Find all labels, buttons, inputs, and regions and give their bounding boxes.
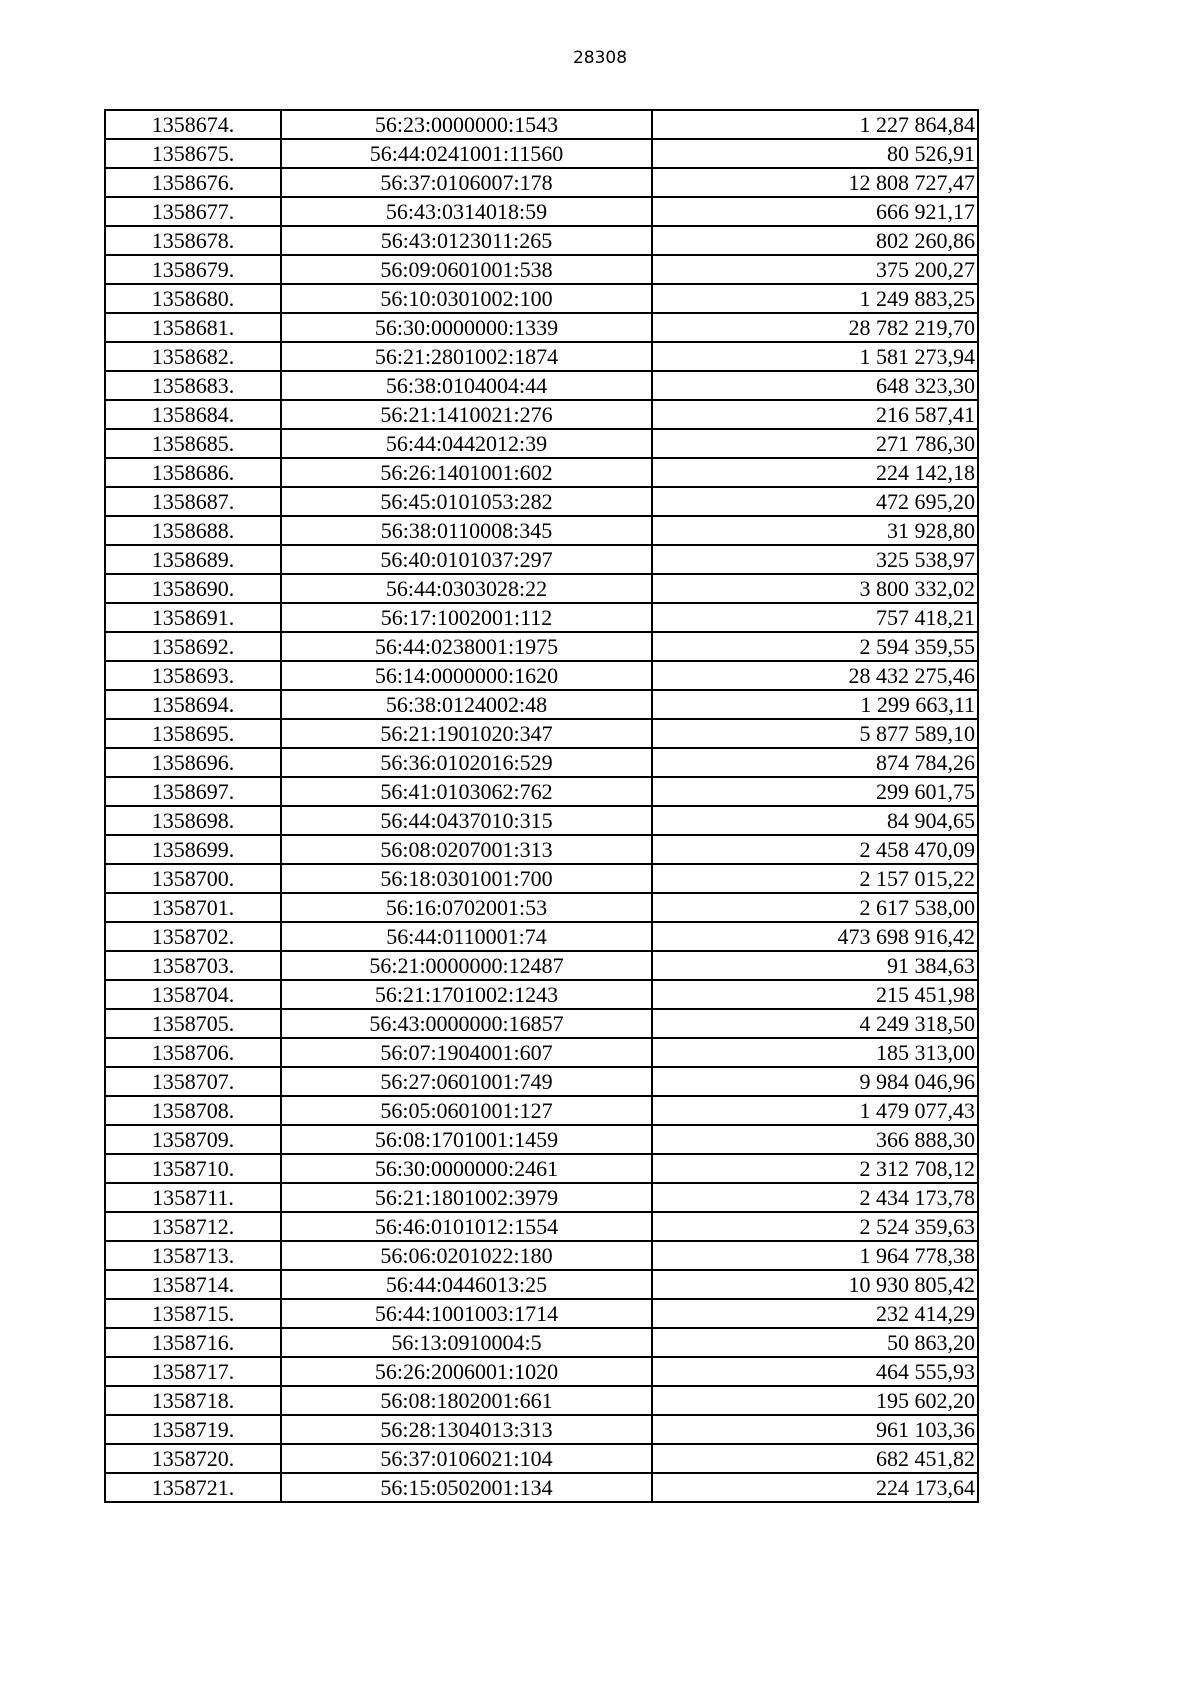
- cadastral-number-cell: 56:40:0101037:297: [281, 545, 652, 574]
- row-number-cell: 1358674.: [105, 110, 281, 139]
- row-number-cell: 1358716.: [105, 1328, 281, 1357]
- table-row: [105, 574, 978, 603]
- table-body: [105, 110, 978, 1502]
- cadastral-value-cell: 3 800 332,02: [652, 574, 978, 603]
- row-number-cell: 1358681.: [105, 313, 281, 342]
- table-row: [105, 1357, 978, 1386]
- table-row: [105, 777, 978, 806]
- cadastral-value-cell: 366 888,30: [652, 1125, 978, 1154]
- row-number-cell: 1358688.: [105, 516, 281, 545]
- row-number-cell: 1358701.: [105, 893, 281, 922]
- cadastral-value-cell: 12 808 727,47: [652, 168, 978, 197]
- cadastral-value-cell: 1 227 864,84: [652, 110, 978, 139]
- row-number-cell: 1358690.: [105, 574, 281, 603]
- row-number-cell: 1358714.: [105, 1270, 281, 1299]
- row-number-cell: 1358686.: [105, 458, 281, 487]
- cadastral-number-cell: 56:15:0502001:134: [281, 1473, 652, 1502]
- row-number-cell: 1358717.: [105, 1357, 281, 1386]
- cadastral-number-cell: 56:44:0241001:11560: [281, 139, 652, 168]
- cadastral-value-table: [104, 109, 979, 1503]
- table-row: [105, 1328, 978, 1357]
- row-number-cell: 1358687.: [105, 487, 281, 516]
- cadastral-number-cell: 56:16:0702001:53: [281, 893, 652, 922]
- row-number-cell: 1358704.: [105, 980, 281, 1009]
- table-row: [105, 719, 978, 748]
- cadastral-value-cell: 757 418,21: [652, 603, 978, 632]
- table-row: [105, 313, 978, 342]
- cadastral-number-cell: 56:08:1802001:661: [281, 1386, 652, 1415]
- cadastral-value-cell: 682 451,82: [652, 1444, 978, 1473]
- table-row: [105, 632, 978, 661]
- table-row: [105, 603, 978, 632]
- cadastral-value-cell: 2 617 538,00: [652, 893, 978, 922]
- row-number-cell: 1358689.: [105, 545, 281, 574]
- row-number-cell: 1358711.: [105, 1183, 281, 1212]
- cadastral-number-cell: 56:23:0000000:1543: [281, 110, 652, 139]
- cadastral-number-cell: 56:26:2006001:1020: [281, 1357, 652, 1386]
- row-number-cell: 1358719.: [105, 1415, 281, 1444]
- cadastral-number-cell: 56:21:1701002:1243: [281, 980, 652, 1009]
- cadastral-value-cell: 2 594 359,55: [652, 632, 978, 661]
- cadastral-number-cell: 56:36:0102016:529: [281, 748, 652, 777]
- table-row: [105, 226, 978, 255]
- cadastral-value-cell: 224 173,64: [652, 1473, 978, 1502]
- table-row: [105, 1154, 978, 1183]
- cadastral-value-cell: 2 312 708,12: [652, 1154, 978, 1183]
- cadastral-value-cell: 215 451,98: [652, 980, 978, 1009]
- cadastral-number-cell: 56:21:1410021:276: [281, 400, 652, 429]
- table-row: [105, 1009, 978, 1038]
- row-number-cell: 1358713.: [105, 1241, 281, 1270]
- table-row: [105, 139, 978, 168]
- row-number-cell: 1358699.: [105, 835, 281, 864]
- table-row: [105, 690, 978, 719]
- cadastral-value-cell: 232 414,29: [652, 1299, 978, 1328]
- cadastral-number-cell: 56:38:0104004:44: [281, 371, 652, 400]
- cadastral-value-cell: 224 142,18: [652, 458, 978, 487]
- cadastral-number-cell: 56:38:0110008:345: [281, 516, 652, 545]
- table-row: [105, 1038, 978, 1067]
- cadastral-value-cell: 325 538,97: [652, 545, 978, 574]
- cadastral-value-cell: 2 458 470,09: [652, 835, 978, 864]
- row-number-cell: 1358682.: [105, 342, 281, 371]
- table-row: [105, 110, 978, 139]
- row-number-cell: 1358692.: [105, 632, 281, 661]
- row-number-cell: 1358685.: [105, 429, 281, 458]
- cadastral-number-cell: 56:21:1901020:347: [281, 719, 652, 748]
- table-row: [105, 1444, 978, 1473]
- table-row: [105, 168, 978, 197]
- cadastral-value-cell: 464 555,93: [652, 1357, 978, 1386]
- row-number-cell: 1358706.: [105, 1038, 281, 1067]
- row-number-cell: 1358680.: [105, 284, 281, 313]
- row-number-cell: 1358679.: [105, 255, 281, 284]
- cadastral-value-cell: 874 784,26: [652, 748, 978, 777]
- row-number-cell: 1358684.: [105, 400, 281, 429]
- row-number-cell: 1358678.: [105, 226, 281, 255]
- row-number-cell: 1358691.: [105, 603, 281, 632]
- cadastral-value-cell: 28 432 275,46: [652, 661, 978, 690]
- cadastral-number-cell: 56:21:0000000:12487: [281, 951, 652, 980]
- cadastral-value-cell: 2 524 359,63: [652, 1212, 978, 1241]
- cadastral-value-cell: 648 323,30: [652, 371, 978, 400]
- cadastral-value-cell: 473 698 916,42: [652, 922, 978, 951]
- table-row: [105, 951, 978, 980]
- cadastral-number-cell: 56:44:0238001:1975: [281, 632, 652, 661]
- table-row: [105, 835, 978, 864]
- cadastral-number-cell: 56:14:0000000:1620: [281, 661, 652, 690]
- row-number-cell: 1358718.: [105, 1386, 281, 1415]
- cadastral-number-cell: 56:08:0207001:313: [281, 835, 652, 864]
- cadastral-number-cell: 56:43:0123011:265: [281, 226, 652, 255]
- cadastral-number-cell: 56:41:0103062:762: [281, 777, 652, 806]
- table-row: [105, 255, 978, 284]
- cadastral-value-cell: 50 863,20: [652, 1328, 978, 1357]
- table-row: [105, 342, 978, 371]
- table-row: [105, 922, 978, 951]
- row-number-cell: 1358710.: [105, 1154, 281, 1183]
- cadastral-value-cell: 80 526,91: [652, 139, 978, 168]
- table-row: [105, 545, 978, 574]
- table-row: [105, 1096, 978, 1125]
- row-number-cell: 1358707.: [105, 1067, 281, 1096]
- cadastral-number-cell: 56:28:1304013:313: [281, 1415, 652, 1444]
- cadastral-number-cell: 56:08:1701001:1459: [281, 1125, 652, 1154]
- table-row: [105, 400, 978, 429]
- cadastral-value-cell: 375 200,27: [652, 255, 978, 284]
- row-number-cell: 1358696.: [105, 748, 281, 777]
- row-number-cell: 1358697.: [105, 777, 281, 806]
- table-row: [105, 1067, 978, 1096]
- cadastral-number-cell: 56:30:0000000:2461: [281, 1154, 652, 1183]
- cadastral-value-cell: 4 249 318,50: [652, 1009, 978, 1038]
- cadastral-number-cell: 56:45:0101053:282: [281, 487, 652, 516]
- table-row: [105, 487, 978, 516]
- row-number-cell: 1358695.: [105, 719, 281, 748]
- cadastral-number-cell: 56:44:0110001:74: [281, 922, 652, 951]
- table-row: [105, 284, 978, 313]
- table-row: [105, 1299, 978, 1328]
- cadastral-number-cell: 56:10:0301002:100: [281, 284, 652, 313]
- cadastral-value-cell: 28 782 219,70: [652, 313, 978, 342]
- row-number-cell: 1358693.: [105, 661, 281, 690]
- cadastral-value-cell: 666 921,17: [652, 197, 978, 226]
- cadastral-number-cell: 56:44:0442012:39: [281, 429, 652, 458]
- cadastral-number-cell: 56:43:0000000:16857: [281, 1009, 652, 1038]
- row-number-cell: 1358675.: [105, 139, 281, 168]
- cadastral-number-cell: 56:30:0000000:1339: [281, 313, 652, 342]
- cadastral-value-cell: 2 434 173,78: [652, 1183, 978, 1212]
- table-row: [105, 197, 978, 226]
- row-number-cell: 1358683.: [105, 371, 281, 400]
- table-row: [105, 1473, 978, 1502]
- row-number-cell: 1358721.: [105, 1473, 281, 1502]
- table-row: [105, 1183, 978, 1212]
- row-number-cell: 1358698.: [105, 806, 281, 835]
- cadastral-number-cell: 56:09:0601001:538: [281, 255, 652, 284]
- table-row: [105, 1415, 978, 1444]
- row-number-cell: 1358705.: [105, 1009, 281, 1038]
- cadastral-value-cell: 1 479 077,43: [652, 1096, 978, 1125]
- cadastral-value-cell: 31 928,80: [652, 516, 978, 545]
- cadastral-number-cell: 56:44:0303028:22: [281, 574, 652, 603]
- table-row: [105, 806, 978, 835]
- table-row: [105, 661, 978, 690]
- cadastral-value-cell: 84 904,65: [652, 806, 978, 835]
- cadastral-number-cell: 56:17:1002001:112: [281, 603, 652, 632]
- cadastral-number-cell: 56:43:0314018:59: [281, 197, 652, 226]
- cadastral-number-cell: 56:06:0201022:180: [281, 1241, 652, 1270]
- cadastral-value-cell: 9 984 046,96: [652, 1067, 978, 1096]
- row-number-cell: 1358709.: [105, 1125, 281, 1154]
- cadastral-value-cell: 91 384,63: [652, 951, 978, 980]
- cadastral-value-cell: 271 786,30: [652, 429, 978, 458]
- cadastral-value-cell: 802 260,86: [652, 226, 978, 255]
- cadastral-number-cell: 56:44:0446013:25: [281, 1270, 652, 1299]
- table-row: [105, 864, 978, 893]
- row-number-cell: 1358677.: [105, 197, 281, 226]
- cadastral-number-cell: 56:13:0910004:5: [281, 1328, 652, 1357]
- cadastral-value-cell: 185 313,00: [652, 1038, 978, 1067]
- table-row: [105, 429, 978, 458]
- cadastral-value-cell: 1 249 883,25: [652, 284, 978, 313]
- cadastral-number-cell: 56:46:0101012:1554: [281, 1212, 652, 1241]
- cadastral-number-cell: 56:37:0106021:104: [281, 1444, 652, 1473]
- cadastral-value-cell: 1 581 273,94: [652, 342, 978, 371]
- cadastral-number-cell: 56:27:0601001:749: [281, 1067, 652, 1096]
- table-row: [105, 458, 978, 487]
- cadastral-number-cell: 56:18:0301001:700: [281, 864, 652, 893]
- table-row: [105, 893, 978, 922]
- cadastral-value-cell: 5 877 589,10: [652, 719, 978, 748]
- row-number-cell: 1358702.: [105, 922, 281, 951]
- cadastral-number-cell: 56:26:1401001:602: [281, 458, 652, 487]
- cadastral-value-cell: 10 930 805,42: [652, 1270, 978, 1299]
- cadastral-value-cell: 472 695,20: [652, 487, 978, 516]
- cadastral-number-cell: 56:44:0437010:315: [281, 806, 652, 835]
- row-number-cell: 1358694.: [105, 690, 281, 719]
- row-number-cell: 1358703.: [105, 951, 281, 980]
- cadastral-number-cell: 56:38:0124002:48: [281, 690, 652, 719]
- cadastral-value-cell: 299 601,75: [652, 777, 978, 806]
- cadastral-number-cell: 56:07:1904001:607: [281, 1038, 652, 1067]
- cadastral-number-cell: 56:05:0601001:127: [281, 1096, 652, 1125]
- table-row: [105, 516, 978, 545]
- table-row: [105, 980, 978, 1009]
- table-row: [105, 1270, 978, 1299]
- cadastral-value-cell: 961 103,36: [652, 1415, 978, 1444]
- cadastral-value-cell: 216 587,41: [652, 400, 978, 429]
- row-number-cell: 1358700.: [105, 864, 281, 893]
- cadastral-value-cell: 1 299 663,11: [652, 690, 978, 719]
- page-number: 28308: [572, 48, 628, 68]
- row-number-cell: 1358720.: [105, 1444, 281, 1473]
- row-number-cell: 1358715.: [105, 1299, 281, 1328]
- row-number-cell: 1358676.: [105, 168, 281, 197]
- table-row: [105, 1125, 978, 1154]
- table-row: [105, 748, 978, 777]
- row-number-cell: 1358708.: [105, 1096, 281, 1125]
- cadastral-number-cell: 56:37:0106007:178: [281, 168, 652, 197]
- cadastral-value-cell: 2 157 015,22: [652, 864, 978, 893]
- table-row: [105, 1212, 978, 1241]
- table-row: [105, 371, 978, 400]
- cadastral-number-cell: 56:44:1001003:1714: [281, 1299, 652, 1328]
- cadastral-number-cell: 56:21:2801002:1874: [281, 342, 652, 371]
- row-number-cell: 1358712.: [105, 1212, 281, 1241]
- cadastral-value-cell: 195 602,20: [652, 1386, 978, 1415]
- table-row: [105, 1386, 978, 1415]
- cadastral-value-cell: 1 964 778,38: [652, 1241, 978, 1270]
- cadastral-number-cell: 56:21:1801002:3979: [281, 1183, 652, 1212]
- table-row: [105, 1241, 978, 1270]
